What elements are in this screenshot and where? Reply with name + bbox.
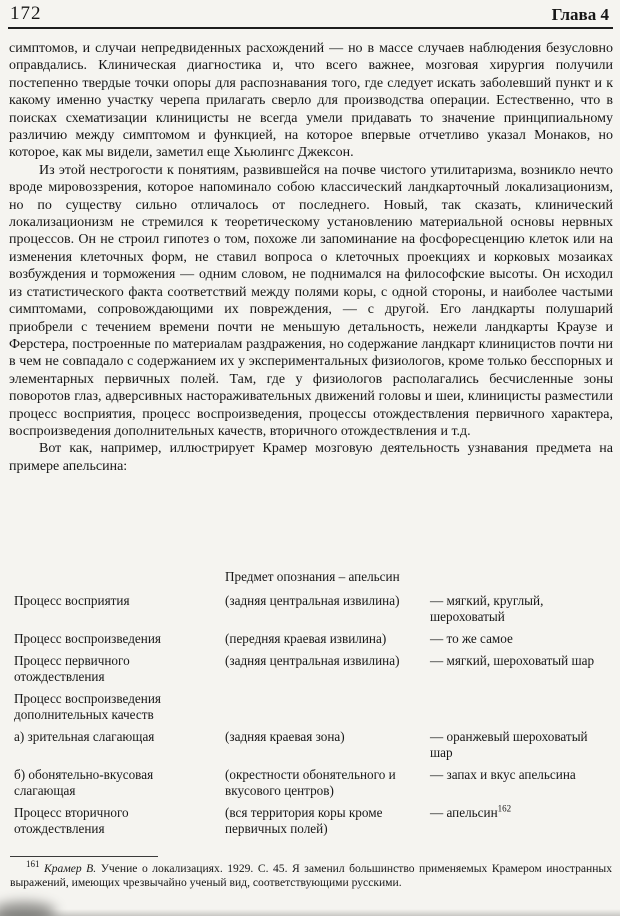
result-cell: — оранжевый шероховатый шар [430, 729, 588, 760]
table-row [8, 729, 614, 761]
process-cell: Процесс восприятия [14, 593, 130, 608]
scan-artifact [0, 902, 56, 916]
footnote-author: Крамер В. [44, 862, 97, 875]
table-row [8, 653, 614, 685]
table-row [8, 691, 614, 723]
location-cell: (задняя краевая зона) [225, 729, 345, 744]
process-cell: Процесс воспроизведения дополнительных качеств [14, 691, 161, 722]
footnote-block [10, 856, 612, 889]
result-cell [430, 805, 614, 821]
body-text [9, 40, 613, 568]
result-cell: — то же самое [430, 631, 513, 646]
result-text: — апельсин [430, 805, 498, 820]
location-cell: (окрестности обонятельного и вкусового центров) [225, 767, 396, 798]
table-row [8, 593, 614, 625]
body-paragraph-1: симптомов, и случаи непредвиденных расхождений — но в массе случаев наблюдения безусловно оправдались. Клиническая диагностика и, что всего важнее, мозговая хирургия получили постепенно твердые точки опоры для распознавания того, где следует искать заболевший пункт и к какому именно участку черепа прилагать сверло для производства операции. Естественно, что в поисках схематизации клиницисты не всегда умели придавать то значение принципиальному различию между симптомом и функцией, на которое впервые отчетливо указал Монаков, но которое, как мы видели, заметил еще Хьюлингс Джексон. [9, 41, 613, 161]
body-paragraph-2: Из этой нестрогости к понятиям, развившейся на почве чистого утилитаризма, возникло нечто вроде мировоззрения, которое напоминало собою классический ландкарточный локализационизм, но по существу сильно отличалось от последнего. Новый, так сказать, клинический локализационизм не стремился к теоретическому установлению материальной основы нервных процессов. Он не строил гипотез о том, похоже ли запоминание на фосфоресценцию клеток или на изменения клеточных форм, не ставил вопроса о клеточных проекциях и корковых мозаиках возбуждения и торможения — одним словом, не поднимался на философские высоты. Он исходил из статистического факта соответствий между полями коры, с одной стороны, и наиболее частыми симптомами, сопровождающими их повреждения, — с другой. Его ландкарты полушарий приобрели с течением времени почти не меньшую детальность, нежели ландкарты Краузе и Ферстера, построенные по материалам раздражения, но содержание ландкарт клиницистов почти ни в чем не совпадало с содержанием их у экспериментальных физиологов, кроме только бесспорных и элементарных первичных полей. Там, где у физиологов располагались бесчисленные зоны поворотов глаз, адверсивных настораживательных движений головы и шеи, клиницисты разместили процесс восприятия, процесс воспроизведения, процессы отождествления первичного характера, воспроизведения дополнительных качеств, вторичного отождествления и т.д. [9, 162, 613, 439]
location-cell: (вся территория коры кроме первичных полей) [225, 805, 383, 836]
chapter-title: Глава 4 [551, 5, 609, 24]
process-cell: а) зрительная слагающая [14, 729, 155, 744]
recognition-table [8, 569, 614, 843]
location-cell: (передняя краевая извилина) [225, 631, 387, 646]
process-cell: б) обонятельно-вкусовая слагающая [14, 767, 154, 798]
page-number: 172 [10, 3, 42, 24]
result-cell: — запах и вкус апельсина [430, 767, 576, 782]
header-rule [8, 27, 613, 29]
table-title: Предмет опознания – апельсин [225, 569, 400, 584]
process-cell: Процесс воспроизведения [14, 631, 161, 646]
footnote-marker: 161 [26, 859, 40, 870]
process-cell: Процесс вторичного отождествления [14, 805, 129, 836]
result-cell: — мягкий, шероховатый шар [430, 653, 595, 668]
body-paragraph-3: Вот как, например, иллюстрирует Крамер мозговую деятельность узнавания предмета на примере апельсина: [9, 441, 613, 474]
footnote-rule [10, 856, 158, 857]
footnote [10, 859, 613, 889]
location-cell: (задняя центральная извилина) [225, 653, 400, 668]
footnote-reference: 162 [497, 803, 512, 814]
result-cell: — мягкий, круглый, шероховатый [430, 593, 544, 624]
scan-edge-shadow [0, 909, 620, 916]
location-cell: (задняя центральная извилина) [225, 593, 400, 608]
table-row [8, 631, 614, 647]
footnote-text: Учение о локализациях. 1929. С. 45. Я заменил большинство применяемых Крамером иностранных выражений, имеющих чрезвычайно ученый вид, соответствующими русскими. [10, 862, 613, 889]
table-row [8, 805, 614, 837]
process-cell: Процесс первичного отождествления [14, 653, 130, 684]
table-row [8, 767, 614, 799]
